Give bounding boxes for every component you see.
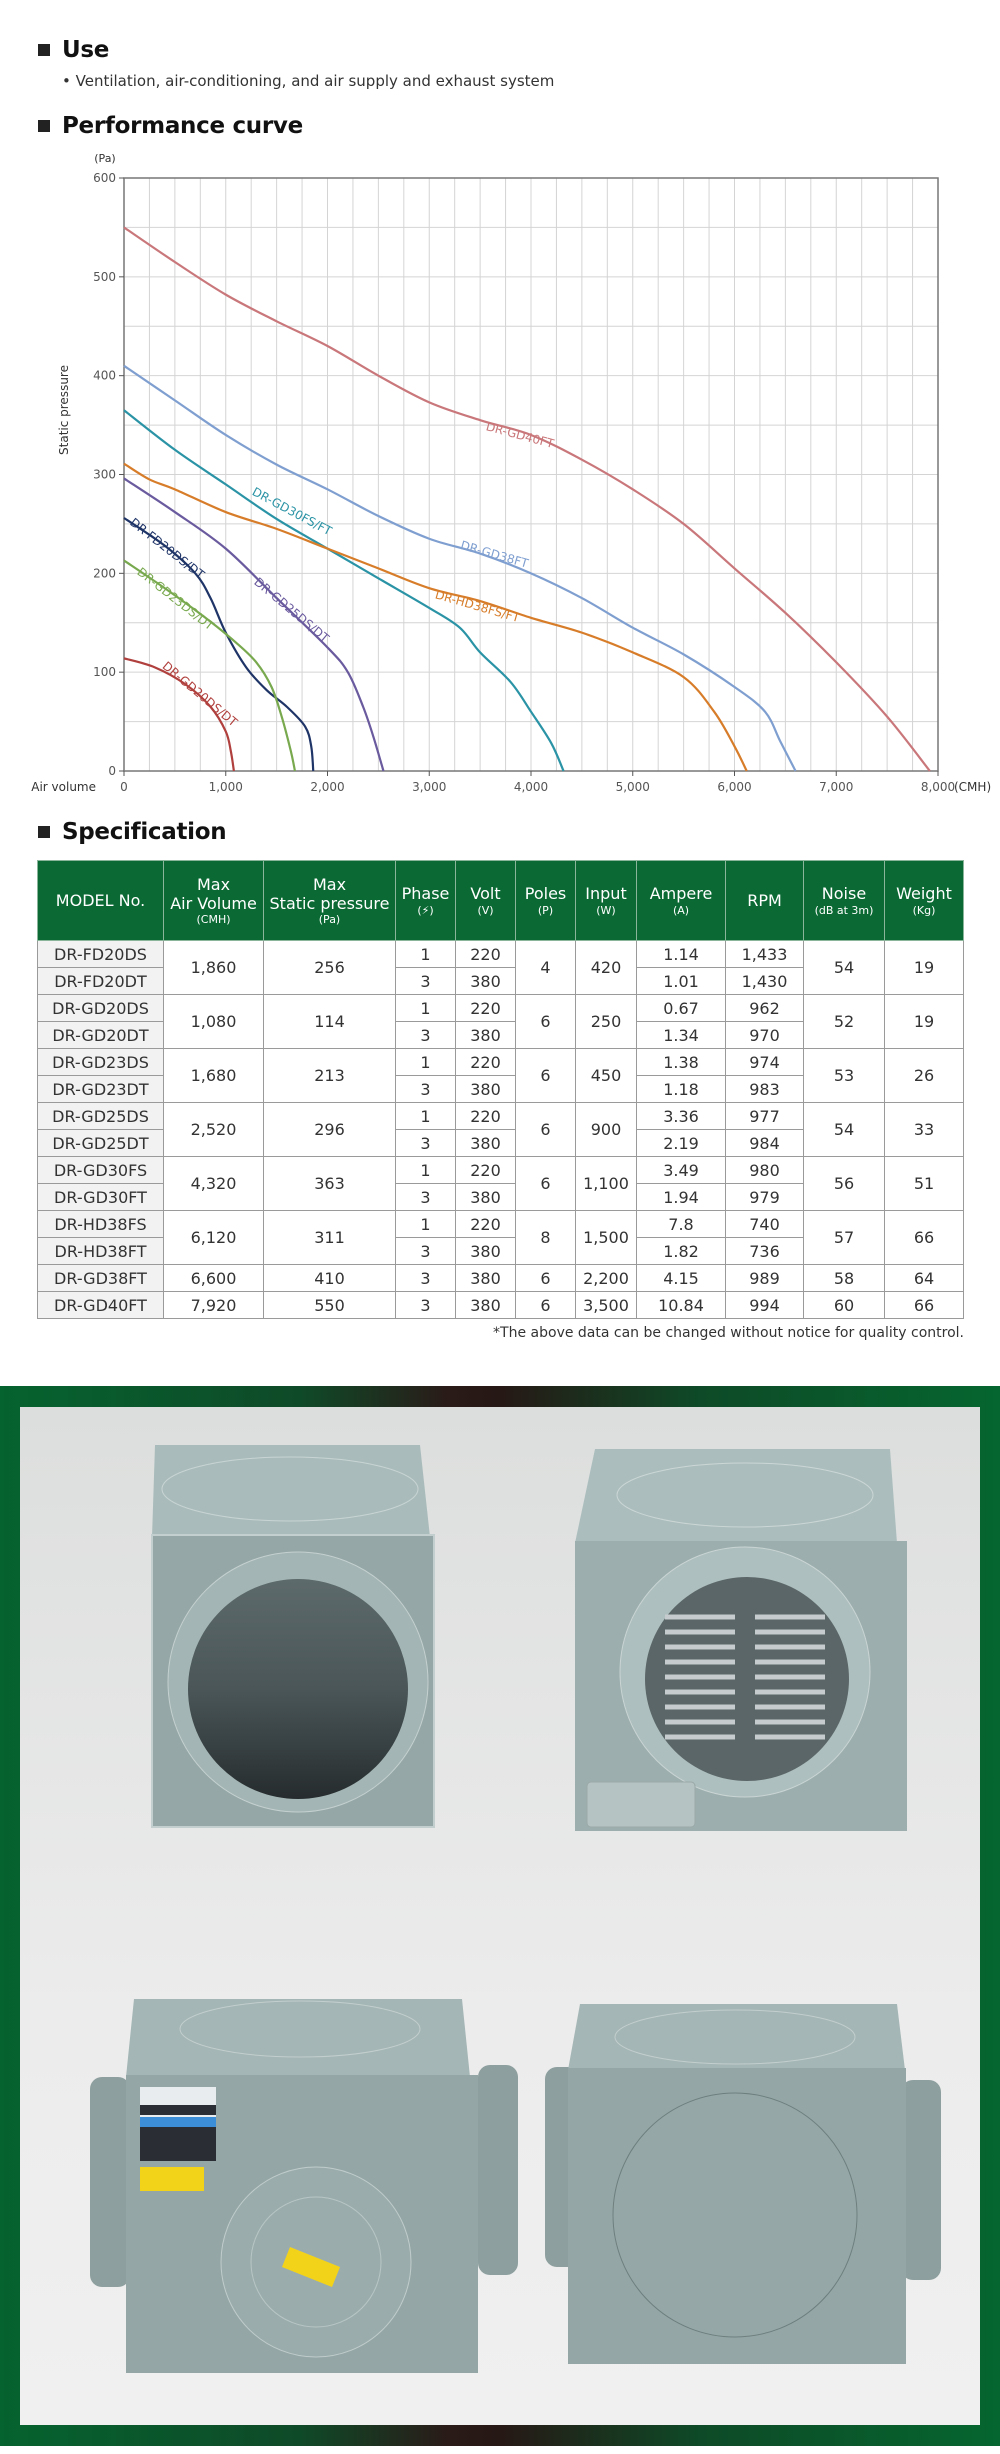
cell-volt: 220 bbox=[456, 1157, 516, 1184]
cell-ampere: 7.8 bbox=[637, 1211, 726, 1238]
cell-volt: 380 bbox=[456, 1022, 516, 1049]
header-model: MODEL No. bbox=[38, 861, 164, 941]
curve-label: DR-GD38FT bbox=[458, 538, 530, 571]
table-header-row bbox=[38, 861, 964, 941]
cell-model: DR-HD38FT bbox=[38, 1238, 164, 1265]
y-unit-label: (Pa) bbox=[94, 152, 116, 165]
curve-label: DR-HD38FS/FT bbox=[433, 587, 522, 625]
cell-ampere: 1.82 bbox=[637, 1238, 726, 1265]
header-weight: Weight (Kg) bbox=[885, 861, 964, 941]
cell-model: DR-GD25DS bbox=[38, 1103, 164, 1130]
curve-dr-gd40ft bbox=[124, 227, 930, 771]
x-tick-label: 6,000 bbox=[717, 780, 752, 794]
cell-model: DR-GD40FT bbox=[38, 1292, 164, 1319]
x-tick-label: 5,000 bbox=[615, 780, 650, 794]
cell-noise: 54 bbox=[804, 941, 885, 995]
y-tick-label: 300 bbox=[93, 467, 116, 482]
cell-volt: 380 bbox=[456, 1130, 516, 1157]
cell-noise: 57 bbox=[804, 1211, 885, 1265]
cell-rpm: 980 bbox=[726, 1157, 804, 1184]
square-bullet-icon bbox=[38, 826, 50, 838]
cell-weight: 19 bbox=[885, 995, 964, 1049]
cell-phase: 3 bbox=[396, 1022, 456, 1049]
curve-label: DR-GD40FT bbox=[484, 419, 556, 451]
cell-air-volume: 6,120 bbox=[164, 1211, 264, 1265]
cell-poles: 6 bbox=[516, 1292, 576, 1319]
cell-weight: 66 bbox=[885, 1292, 964, 1319]
cell-static-pressure: 311 bbox=[264, 1211, 396, 1265]
cell-weight: 51 bbox=[885, 1157, 964, 1211]
table-row bbox=[38, 1211, 964, 1238]
cell-rpm: 740 bbox=[726, 1211, 804, 1238]
table-row bbox=[38, 995, 964, 1022]
cell-phase: 1 bbox=[396, 941, 456, 968]
x-tick-label: 8,000 bbox=[920, 780, 956, 794]
cell-noise: 52 bbox=[804, 995, 885, 1049]
cell-phase: 3 bbox=[396, 1292, 456, 1319]
cell-volt: 220 bbox=[456, 995, 516, 1022]
cell-noise: 53 bbox=[804, 1049, 885, 1103]
cell-static-pressure: 363 bbox=[264, 1157, 396, 1211]
cell-phase: 3 bbox=[396, 1265, 456, 1292]
y-tick-label: 100 bbox=[93, 665, 116, 680]
header-volt: Volt (V) bbox=[456, 861, 516, 941]
cell-poles: 8 bbox=[516, 1211, 576, 1265]
cell-rpm: 970 bbox=[726, 1022, 804, 1049]
cell-volt: 220 bbox=[456, 1211, 516, 1238]
chart-grid bbox=[124, 178, 938, 771]
y-tick-label: 0 bbox=[108, 764, 116, 778]
fan-cabinet-open-inlet-photo bbox=[130, 1427, 490, 1847]
cell-ampere: 1.18 bbox=[637, 1076, 726, 1103]
header-ampere: Ampere (A) bbox=[637, 861, 726, 941]
cell-ampere: 1.94 bbox=[637, 1184, 726, 1211]
cell-phase: 3 bbox=[396, 968, 456, 995]
cell-input: 1,500 bbox=[576, 1211, 637, 1265]
cell-model: DR-GD23DS bbox=[38, 1049, 164, 1076]
x-tick-label: 1,000 bbox=[208, 780, 243, 794]
cell-model: DR-GD25DT bbox=[38, 1130, 164, 1157]
cell-phase: 1 bbox=[396, 1157, 456, 1184]
curve-label: DR-GD30FS/FT bbox=[249, 484, 335, 539]
cell-phase: 3 bbox=[396, 1238, 456, 1265]
cell-rpm: 1,433 bbox=[726, 941, 804, 968]
cell-model: DR-GD30FS bbox=[38, 1157, 164, 1184]
cell-weight: 66 bbox=[885, 1211, 964, 1265]
cell-ampere: 1.34 bbox=[637, 1022, 726, 1049]
use-description: • Ventilation, air-conditioning, and air supply and exhaust system bbox=[62, 72, 555, 90]
cell-air-volume: 2,520 bbox=[164, 1103, 264, 1157]
cell-rpm: 979 bbox=[726, 1184, 804, 1211]
use-heading-text: Use bbox=[62, 37, 110, 63]
y-tick-label: 500 bbox=[93, 269, 116, 284]
header-poles: Poles (P) bbox=[516, 861, 576, 941]
curve-label: DR-FD20DS/DT bbox=[127, 515, 208, 582]
cell-poles: 6 bbox=[516, 1157, 576, 1211]
table-row bbox=[38, 1292, 964, 1319]
cell-volt: 380 bbox=[456, 1265, 516, 1292]
fan-cabinet-impeller-photo bbox=[555, 1427, 935, 1847]
specification-note: *The above data can be changed without notice for quality control. bbox=[493, 1325, 964, 1341]
table-row bbox=[38, 1265, 964, 1292]
cell-ampere: 3.49 bbox=[637, 1157, 726, 1184]
cell-phase: 3 bbox=[396, 1130, 456, 1157]
cell-volt: 380 bbox=[456, 1238, 516, 1265]
cell-model: DR-GD20DT bbox=[38, 1022, 164, 1049]
curve-dr-hd38fs-ft bbox=[124, 464, 747, 771]
cell-noise: 60 bbox=[804, 1292, 885, 1319]
cell-ampere: 10.84 bbox=[637, 1292, 726, 1319]
x-tick-label: 4,000 bbox=[513, 780, 549, 794]
cell-air-volume: 1,680 bbox=[164, 1049, 264, 1103]
x-tick-label: 2,000 bbox=[310, 780, 345, 794]
header-rpm: RPM bbox=[726, 861, 804, 941]
cell-air-volume: 1,860 bbox=[164, 941, 264, 995]
cell-ampere: 2.19 bbox=[637, 1130, 726, 1157]
cell-ampere: 1.14 bbox=[637, 941, 726, 968]
cell-input: 3,500 bbox=[576, 1292, 637, 1319]
cell-static-pressure: 256 bbox=[264, 941, 396, 995]
chart-labels bbox=[127, 419, 556, 729]
table-row bbox=[38, 941, 964, 968]
cell-rpm: 983 bbox=[726, 1076, 804, 1103]
cell-rpm: 962 bbox=[726, 995, 804, 1022]
cell-rpm: 984 bbox=[726, 1130, 804, 1157]
performance-chart bbox=[0, 140, 1000, 800]
y-tick-label: 600 bbox=[93, 171, 116, 185]
specification-table-body bbox=[38, 941, 964, 1319]
header-noise: Noise (dB at 3m) bbox=[804, 861, 885, 941]
cell-volt: 220 bbox=[456, 941, 516, 968]
curve-dr-gd30fs-ft bbox=[124, 410, 564, 771]
cell-rpm: 994 bbox=[726, 1292, 804, 1319]
x-axis-title: Air volume bbox=[31, 780, 96, 794]
cell-input: 2,200 bbox=[576, 1265, 637, 1292]
cell-poles: 6 bbox=[516, 1265, 576, 1292]
cell-model: DR-GD38FT bbox=[38, 1265, 164, 1292]
cell-input: 1,100 bbox=[576, 1157, 637, 1211]
cell-rpm: 736 bbox=[726, 1238, 804, 1265]
cell-phase: 1 bbox=[396, 1103, 456, 1130]
cell-ampere: 3.36 bbox=[637, 1103, 726, 1130]
cell-poles: 4 bbox=[516, 941, 576, 995]
cell-input: 900 bbox=[576, 1103, 637, 1157]
cell-static-pressure: 410 bbox=[264, 1265, 396, 1292]
cell-weight: 26 bbox=[885, 1049, 964, 1103]
cell-input: 420 bbox=[576, 941, 637, 995]
cell-rpm: 974 bbox=[726, 1049, 804, 1076]
x-tick-label: 0 bbox=[120, 780, 128, 794]
cell-phase: 1 bbox=[396, 995, 456, 1022]
cell-phase: 1 bbox=[396, 1049, 456, 1076]
curve-label: DR-GD20DS/DT bbox=[159, 658, 241, 730]
cell-ampere: 4.15 bbox=[637, 1265, 726, 1292]
fan-cabinet-labeled-side-photo bbox=[90, 1977, 550, 2397]
cell-phase: 3 bbox=[396, 1184, 456, 1211]
cell-air-volume: 4,320 bbox=[164, 1157, 264, 1211]
cell-ampere: 1.01 bbox=[637, 968, 726, 995]
specification-heading-text: Specification bbox=[62, 819, 227, 845]
header-air-volume: Max Air Volume (CMH) bbox=[164, 861, 264, 941]
square-bullet-icon bbox=[38, 44, 50, 56]
cell-model: DR-GD23DT bbox=[38, 1076, 164, 1103]
cell-input: 450 bbox=[576, 1049, 637, 1103]
cell-noise: 54 bbox=[804, 1103, 885, 1157]
photo-gallery-panel bbox=[20, 1407, 980, 2425]
cell-rpm: 977 bbox=[726, 1103, 804, 1130]
cell-model: DR-GD30FT bbox=[38, 1184, 164, 1211]
cell-volt: 380 bbox=[456, 968, 516, 995]
cell-rpm: 989 bbox=[726, 1265, 804, 1292]
specification-heading bbox=[38, 819, 226, 845]
cell-air-volume: 7,920 bbox=[164, 1292, 264, 1319]
cell-air-volume: 1,080 bbox=[164, 995, 264, 1049]
curve-label: DR-GD23DS/DT bbox=[134, 564, 217, 634]
cell-input: 250 bbox=[576, 995, 637, 1049]
cell-weight: 19 bbox=[885, 941, 964, 995]
header-static-pressure: Max Static pressure (Pa) bbox=[264, 861, 396, 941]
cell-model: DR-FD20DS bbox=[38, 941, 164, 968]
cell-volt: 220 bbox=[456, 1049, 516, 1076]
cell-static-pressure: 114 bbox=[264, 995, 396, 1049]
y-axis-title: Static pressure bbox=[57, 365, 71, 455]
x-unit-label: (CMH) bbox=[954, 780, 992, 794]
cell-volt: 380 bbox=[456, 1076, 516, 1103]
header-phase: Phase (⚡) bbox=[396, 861, 456, 941]
cell-weight: 33 bbox=[885, 1103, 964, 1157]
cell-model: DR-GD20DS bbox=[38, 995, 164, 1022]
cell-ampere: 0.67 bbox=[637, 995, 726, 1022]
table-row bbox=[38, 1049, 964, 1076]
cell-noise: 58 bbox=[804, 1265, 885, 1292]
cell-noise: 56 bbox=[804, 1157, 885, 1211]
cell-volt: 220 bbox=[456, 1103, 516, 1130]
header-input: Input (W) bbox=[576, 861, 637, 941]
cell-static-pressure: 296 bbox=[264, 1103, 396, 1157]
cell-model: DR-FD20DT bbox=[38, 968, 164, 995]
cell-rpm: 1,430 bbox=[726, 968, 804, 995]
cell-phase: 1 bbox=[396, 1211, 456, 1238]
performance-heading bbox=[38, 113, 303, 139]
fan-cabinet-plain-side-photo bbox=[535, 1982, 955, 2392]
use-heading bbox=[38, 37, 109, 63]
x-tick-label: 7,000 bbox=[819, 780, 854, 794]
cell-poles: 6 bbox=[516, 1103, 576, 1157]
cell-static-pressure: 550 bbox=[264, 1292, 396, 1319]
curve-dr-fd20ds-dt bbox=[124, 518, 313, 771]
cell-model: DR-HD38FS bbox=[38, 1211, 164, 1238]
cell-volt: 380 bbox=[456, 1292, 516, 1319]
specification-table bbox=[37, 860, 964, 1319]
chart-series bbox=[124, 227, 930, 771]
cell-volt: 380 bbox=[456, 1184, 516, 1211]
table-row bbox=[38, 1157, 964, 1184]
y-tick-label: 400 bbox=[93, 368, 116, 383]
cell-phase: 3 bbox=[396, 1076, 456, 1103]
table-row bbox=[38, 1103, 964, 1130]
cell-poles: 6 bbox=[516, 995, 576, 1049]
cell-poles: 6 bbox=[516, 1049, 576, 1103]
curve-label: DR-GD25DS/DT bbox=[251, 574, 332, 646]
cell-ampere: 1.38 bbox=[637, 1049, 726, 1076]
cell-static-pressure: 213 bbox=[264, 1049, 396, 1103]
y-tick-label: 200 bbox=[93, 566, 116, 581]
performance-heading-text: Performance curve bbox=[62, 113, 303, 139]
cell-air-volume: 6,600 bbox=[164, 1265, 264, 1292]
cell-weight: 64 bbox=[885, 1265, 964, 1292]
x-tick-label: 3,000 bbox=[412, 780, 447, 794]
square-bullet-icon bbox=[38, 120, 50, 132]
